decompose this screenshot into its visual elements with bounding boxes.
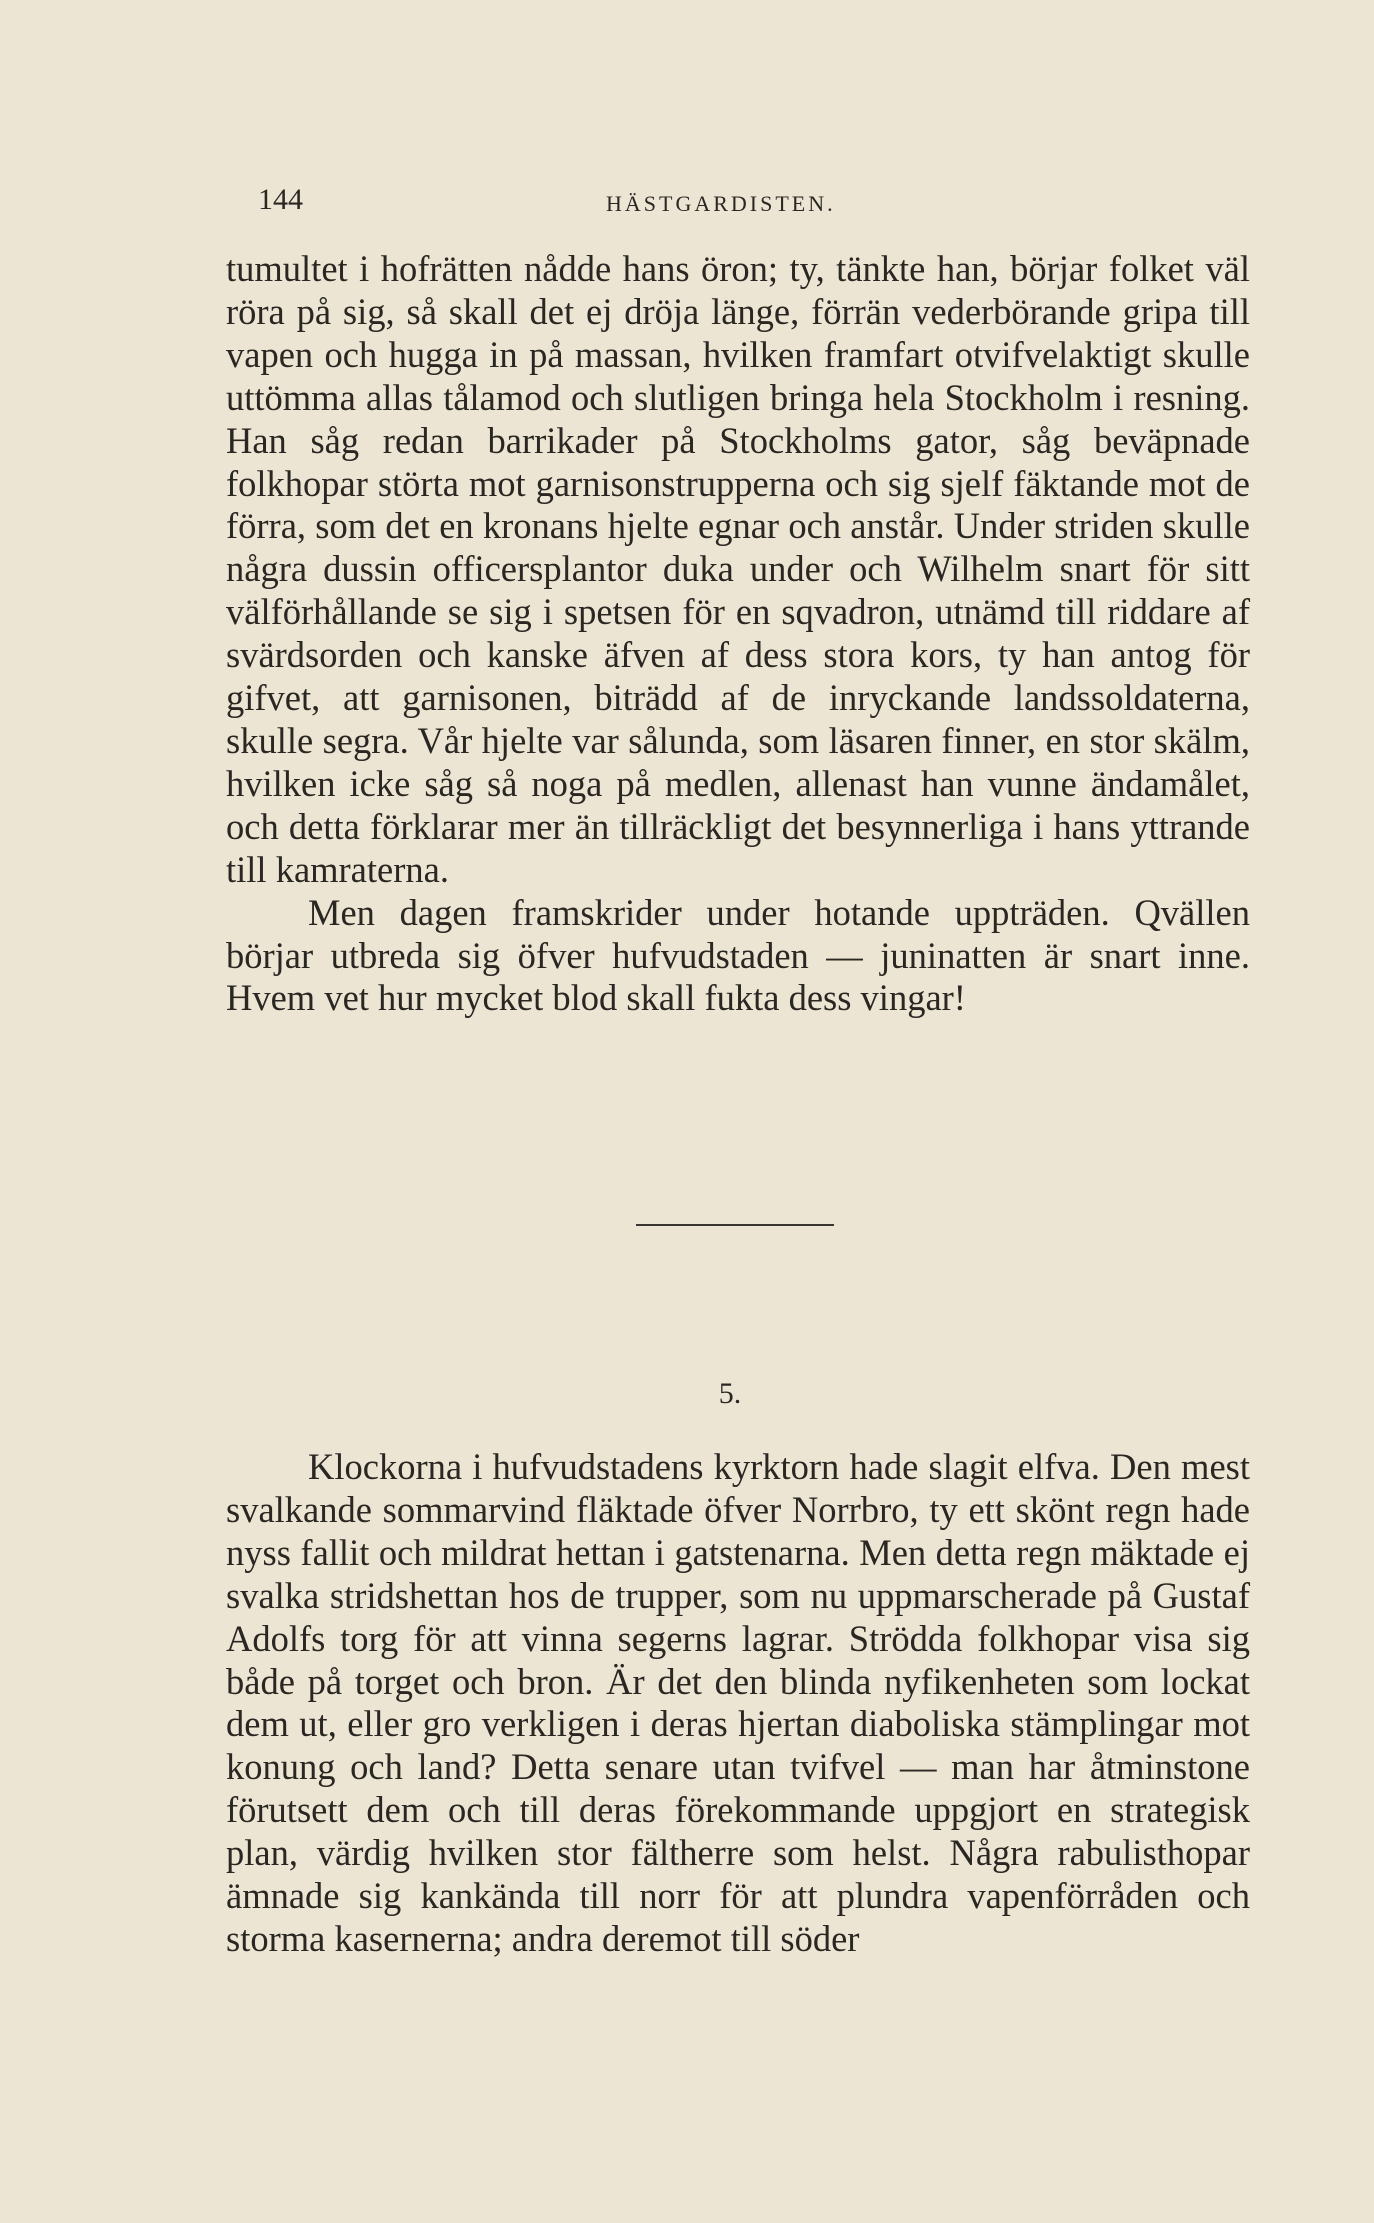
paragraph: Men dagen framskrider under hotande uppträden. Qvällen börjar utbreda sig öfver hufvudstaden — juninatten är snart inne. Hvem vet hur mycket blod skall fukta dess vingar! bbox=[226, 891, 1250, 1019]
chapter-text-block bbox=[226, 248, 1250, 1020]
page-number: 144 bbox=[258, 183, 303, 216]
paragraph: Klockorna i hufvudstadens kyrktorn hade slagit elfva. Den mest svalkande sommarvind fläktade öfver Norrbro, ty ett skönt regn hade nyss fallit och mildrat hettan i gatstenarna. Men detta regn mäktade ej svalka stridshettan hos de trupper, som nu uppmarscherade på Gustaf Adolfs torg för att vinna segerns lagrar. Strödda folkhopar visa sig både på torget och bron. Är det den blinda nyfikenheten som lockat dem ut, eller gro verkligen i deras hjertan diaboliska stämplingar mot konung och land? Detta senare utan tvifvel — man har åtminstone förutsett dem och till deras förekommande uppgjort en strategisk plan, värdig hvilken stor fältherre som helst. Några rabulisthopar ämnade sig kankända till norr för att plundra vapenförråden och storma kasernerna; andra deremot till söder bbox=[226, 1446, 1250, 1959]
section-number: 5. bbox=[718, 1377, 742, 1410]
running-title: HÄSTGARDISTEN. bbox=[606, 191, 836, 216]
page-header bbox=[228, 180, 1224, 230]
paragraph: tumultet i hofrätten nådde hans öron; ty, tänkte han, börjar folket väl röra på sig, så skall det ej dröja länge, förrän vederbörande gripa till vapen och hugga in på massan, hvilken framfart otvifvelaktigt skulle uttömma allas tålamod och slutligen bringa hela Stockholm i resning. Han såg redan barrikader på Stockholms gator, såg beväpnade folkhopar störta mot garnisonstrupperna och sig sjelf fäktande mot de förra, som det en kronans hjelte egnar och anstår. Under striden skulle några dussin officersplantor duka under och Wilhelm snart för sitt välförhållande se sig i spetsen för en sqvadron, utnämd till riddare af svärdsorden och kanske äfven af dess stora kors, ty han antog för gifvet, att garnisonen, biträdd af de inryckande landssoldaterna, skulle segra. Vår hjelte var sålunda, som läsaren finner, en stor skälm, hvilken icke såg så noga på medlen, allenast han vunne ändamålet, och detta förklarar mer än tillräckligt det besynnerliga i hans yttrande till kamraterna. bbox=[226, 248, 1250, 890]
section-divider bbox=[636, 1224, 834, 1226]
section-text-block bbox=[226, 1446, 1250, 1961]
